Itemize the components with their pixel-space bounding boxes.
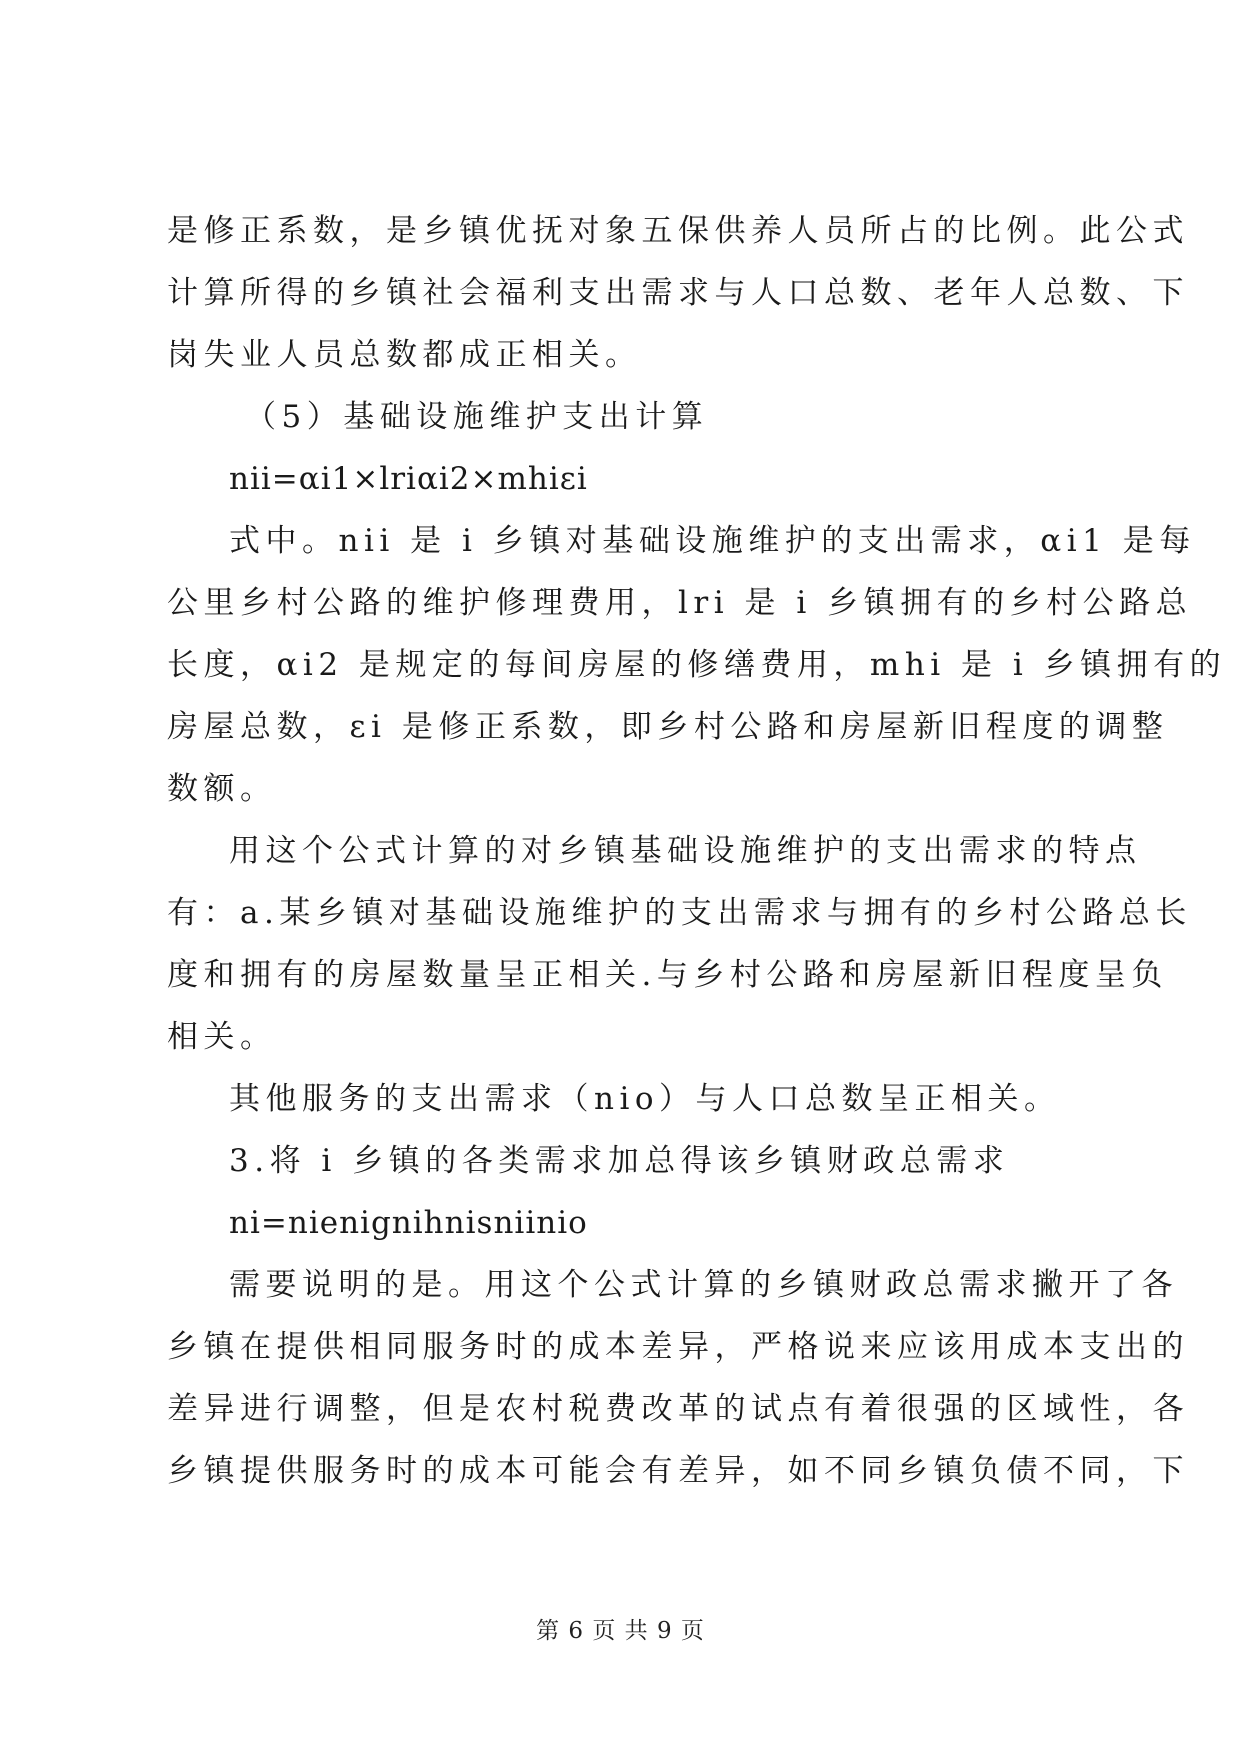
paragraph-line: 相关。 — [167, 1019, 277, 1055]
paragraph-line: 计算所得的乡镇社会福利支出需求与人口总数、老年人总数、下 — [167, 275, 1189, 311]
paragraph-line: 有：a.某乡镇对基础设施维护的支出需求与拥有的乡村公路总长 — [167, 895, 1192, 931]
paragraph-line: 差异进行调整，但是农村税费改革的试点有着很强的区域性，各 — [167, 1391, 1189, 1427]
paragraph-line: 需要说明的是。用这个公式计算的乡镇财政总需求撇开了各 — [229, 1267, 1178, 1303]
paragraph-line: 是修正系数，是乡镇优抚对象五保供养人员所占的比例。此公式 — [167, 213, 1189, 249]
paragraph-line: 公里乡村公路的维护修理费用，lri 是 i 乡镇拥有的乡村公路总 — [167, 585, 1193, 621]
paragraph-line: 房屋总数，εi 是修正系数，即乡村公路和房屋新旧程度的调整 — [167, 709, 1169, 745]
paragraph-line: 式中。nii 是 i 乡镇对基础设施维护的支出需求，αi1 是每 — [229, 523, 1196, 559]
formula-line: ni=nienignihnisniinio — [229, 1205, 588, 1241]
paragraph-line: 岗失业人员总数都成正相关。 — [167, 337, 642, 373]
paragraph-line: 用这个公式计算的对乡镇基础设施维护的支出需求的特点 — [229, 833, 1142, 869]
formula-line: nii=αi1×lriαi2×mhiεi — [229, 461, 588, 497]
paragraph-line: 乡镇在提供相同服务时的成本差异，严格说来应该用成本支出的 — [167, 1329, 1189, 1365]
paragraph-line: 长度，αi2 是规定的每间房屋的修缮费用，mhi 是 i 乡镇拥有的 — [167, 647, 1227, 683]
document-body — [167, 200, 1227, 1502]
section-heading: 3.将 i 乡镇的各类需求加总得该乡镇财政总需求 — [229, 1143, 1010, 1179]
paragraph-line: 度和拥有的房屋数量呈正相关.与乡村公路和房屋新旧程度呈负 — [167, 957, 1168, 993]
section-heading: （5）基础设施维护支出计算 — [245, 399, 709, 435]
paragraph-line: 其他服务的支出需求（nio）与人口总数呈正相关。 — [229, 1081, 1061, 1117]
paragraph-line: 乡镇提供服务时的成本可能会有差异，如不同乡镇负债不同，下 — [167, 1453, 1189, 1489]
paragraph-line: 数额。 — [167, 771, 277, 807]
page-number-footer: 第 6 页 共 9 页 — [536, 1618, 705, 1644]
